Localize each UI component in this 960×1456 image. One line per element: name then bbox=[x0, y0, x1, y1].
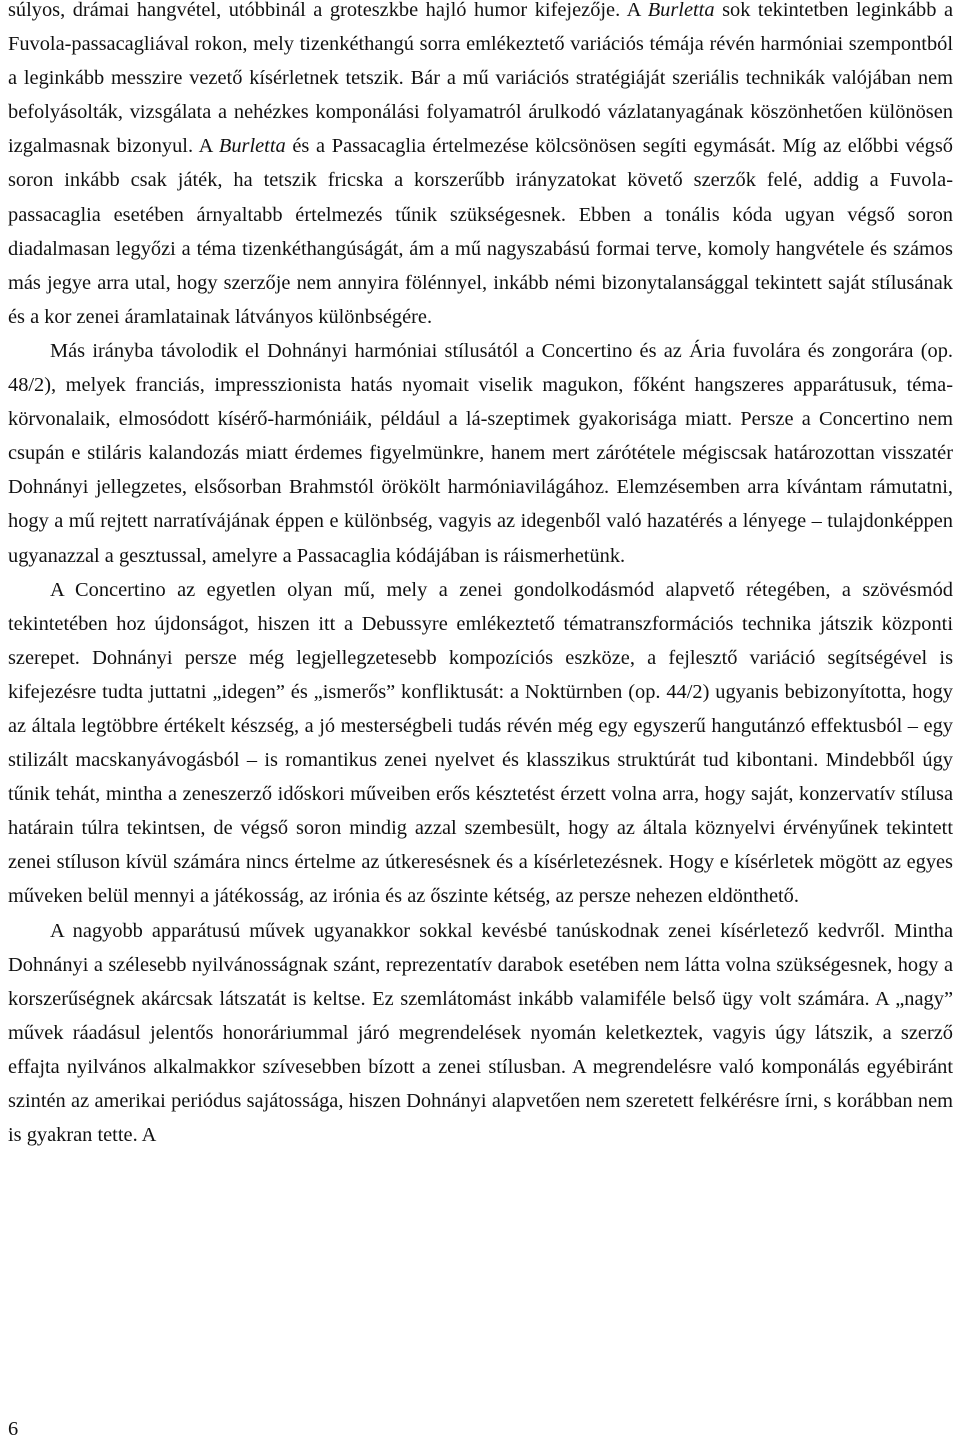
paragraph bbox=[8, 0, 953, 334]
text-run: A Concertino az egyetlen olyan mű, mely a zenei gondolkodásmód alapvető rétegében, a szövésmód tekintetében hoz újdonságot, hiszen itt a Debussyre emlékeztető tématranszformációs technika játszik központi szerepet. Dohnányi persze még legjellegzetesebb kompozíciós eszköze, a fejlesztő variáció segítségével is kifejezésre tudta juttatni „idegen” és „ismerős” konfliktusát: a Noktürnben (op. 44/2) ugyanis bebizonyította, hogy az általa legtöbbre értékelt készség, a jó mesterségbeli tudás révén még egy egyszerű hangutánzó effektusból – egy stilizált macskanyávogásból – is romantikus zenei nyelvet és klasszikus struktúrát tud kibontani. Mindebből úgy tűnik tehát, mintha a zeneszerző időskori műveiben erős késztetést érzett volna arra, hogy saját, konzervatív stílusa határain túlra tekintsen, de végső soron mindig azzal szembesült, hogy az általa köznyelvi érvényűnek tekintett zenei stíluson kívül számára nincs értelme az útkeresésnek és a kísérletezésnek. Hogy e kísérletek mögött az egyes műveken belül mennyi a játékosság, az irónia és az őszinte kétség, az persze nehezen eldönthető. bbox=[8, 578, 953, 908]
text-run: A nagyobb apparátusú művek ugyanakkor sokkal kevésbé tanúskodnak zenei kísérletező kedvről. Mintha Dohnányi a szélesebb nyilvánosságnak szánt, reprezentatív darabok esetében nem látta volna szükségesnek, hogy a korszerűségnek akárcsak látszatát is keltse. Ez szemlátomást inkább valamiféle belső ügy volt számára. A „nagy” művek ráadásul jelentős honoráriummal járó megrendelések nyomán keletkeztek, vagyis úgy látszik, a szerző effajta nyilvános alkalmakkor szívesebben bízott a zenei stílusban. A megrendelésre való komponálás egyébiránt szintén az amerikai periódus sajátossága, hiszen Dohnányi alapvetően nem szeretett felkérésre írni, s korábban nem is gyakran tette. A bbox=[8, 919, 953, 1147]
text-run: súlyos, drámai hangvétel, utóbbinál a groteszkbe hajló humor kifejezője. A bbox=[8, 0, 648, 21]
text-run: Más irányba távolodik el Dohnányi harmóniai stílusától a Concertino és az Ária fuvolára és zongorára (op. 48/2), melyek franciás, impresszionista hatás nyomait viselik magukon, főként hangszeres apparátusuk, téma-körvonalaik, elmosódott kísérő-harmóniáik, például a lá-szeptimek gyakorisága miatt. Persze a Concertino nem csupán e stiláris kalandozás miatt érdemes figyelmünkre, hanem mert zárótétele mégiscsak határozottan visszatér Dohnányi jellegzetes, elsősorban Brahmstól örökölt harmóniavilágához. Elemzésemben arra kívántam rámutatni, hogy a mű rejtett narratívájának éppen e különbség, vagyis az idegenből való hazatérés a lényege – tulajdonképpen ugyanazzal a gesztussal, amelyre a Passacaglia kódájában is ráismerhetünk. bbox=[8, 339, 953, 567]
paragraph bbox=[8, 914, 953, 1153]
page-number: 6 bbox=[8, 1418, 19, 1440]
text-run: és a Passacaglia értelmezése kölcsönösen segíti egymását. Míg az előbbi végső soron inkább csak játék, ha tetszik fricska a korszerűbb irányzatokat követő szerzők felé, addig a Fuvola-passacaglia esetében árnyaltabb értelmezés tűnik szükségesnek. Ebben a tonális kóda ugyan végső soron diadalmasan legyőzi a téma tizenkéthangúságát, ám a mű nagyszabású formai terve, komoly hangvétele és számos más jegye arra utal, hogy szerzője nem annyira fölénnyel, inkább némi bizonytalansággal tekintett saját stílusának és a kor zenei áramlatainak látványos különbségére. bbox=[8, 135, 954, 328]
paragraph bbox=[8, 334, 953, 573]
italic-title: Burletta bbox=[218, 135, 286, 158]
italic-title: Burletta bbox=[647, 0, 715, 21]
document-page bbox=[8, 0, 953, 1456]
text-run: sok tekintetben leginkább a Fuvola-passacagliával rokon, mely tizenkéthangú sorra emlékeztető variációs témája révén harmóniai szempontból a leginkább messzire vezető kísérletnek tetszik. Bár a mű variációs stratégiáját szeriális technikák valójában nem befolyásolták, vizsgálata a nehézkes komponálási folyamatról árulkodó vázlatanyagának köszönhetően különösen izgalmasnak bizonyul. A bbox=[8, 0, 953, 158]
body-text bbox=[8, 0, 953, 1152]
paragraph bbox=[8, 573, 953, 914]
